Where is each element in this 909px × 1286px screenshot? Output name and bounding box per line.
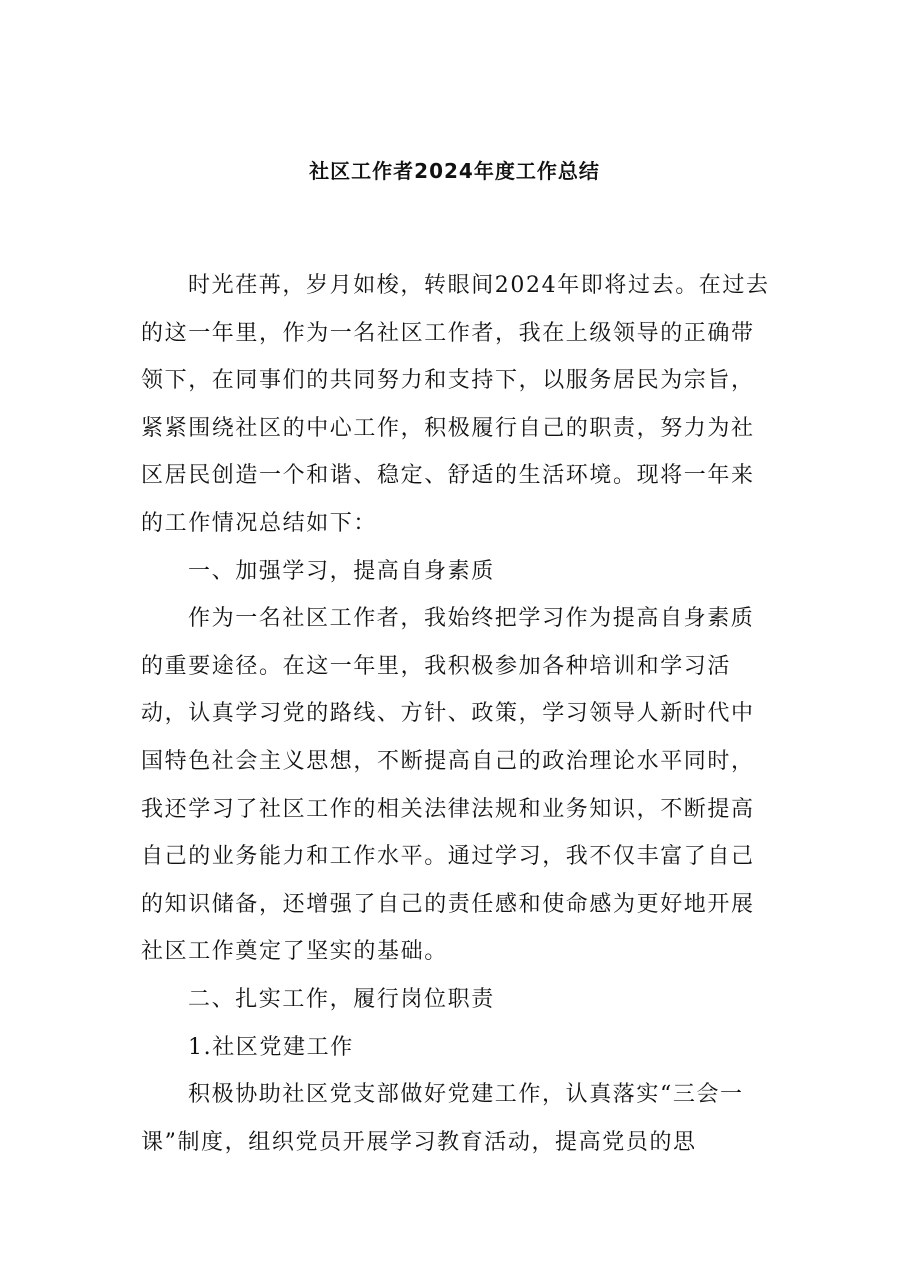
subsection-heading-1: 1.社区党建工作 bbox=[188, 1034, 354, 1060]
document-title: 社区工作者2024年度工作总结 bbox=[309, 159, 600, 183]
section-heading-2: 二、扎实工作，履行岗位职责 bbox=[188, 986, 495, 1012]
paragraph-intro: 时光荏苒，岁月如梭，转眼间2024年即将过去。在过去的这一年里，作为一名社区工作者，我在上级领导的正确带领下，在同事们的共同努力和支持下，以服务居民为宗旨，紧紧围绕社区的中心工作，积极履行自己的职责，努力为社区居民创造一个和谐、稳定、舒适的生活环境。现将一年来的工作情况总结如下： bbox=[141, 273, 770, 536]
section-heading-1: 一、加强学习，提高自身素质 bbox=[188, 558, 495, 584]
paragraph-party-building: 积极协助社区党支部做好党建工作，认真落实“三会一课”制度，组织党员开展学习教育活动，提高党员的思 bbox=[141, 1082, 744, 1155]
document-body bbox=[141, 262, 773, 1166]
paragraph-learning: 作为一名社区工作者，我始终把学习作为提高自身素质的重要途径。在这一年里，我积极参加各种培训和学习活动，认真学习党的路线、方针、政策，学习领导人新时代中国特色社会主义思想，不断提高自己的政治理论水平同时，我还学习了社区工作的相关法律法规和业务知识，不断提高自己的业务能力和工作水平。通过学习，我不仅丰富了自己的知识储备，还增强了自己的责任感和使命感为更好地开展社区工作奠定了坚实的基础。 bbox=[141, 606, 755, 965]
